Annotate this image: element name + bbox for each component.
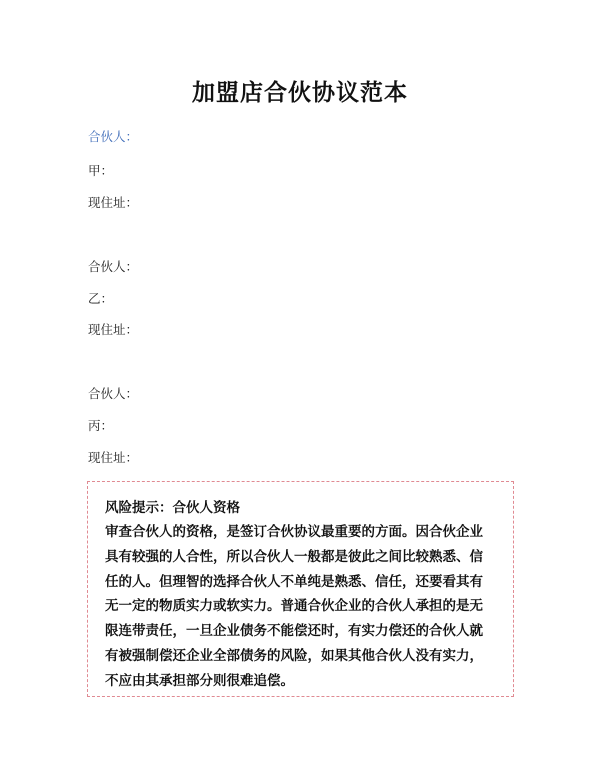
- risk-notice-box: [87, 481, 514, 697]
- party-2-party-label: 乙：: [88, 291, 114, 306]
- document-title: 加盟店合伙协议范本: [192, 80, 408, 106]
- risk-notice-line: 不应由其承担部分则很难追偿。: [105, 672, 294, 689]
- risk-notice-line: 审查合伙人的资格，是签订合伙协议最重要的方面。因合伙企业: [105, 524, 483, 540]
- party-2-address-label: 现住址：: [88, 322, 139, 337]
- risk-notice-heading: 风险提示：合伙人资格: [105, 500, 240, 516]
- party-3-party-label: 丙：: [88, 418, 114, 433]
- party-1-address-label: 现住址：: [88, 195, 139, 210]
- party-1-partner-label: 合伙人：: [88, 129, 139, 144]
- risk-notice-line: 限连带责任，一旦企业债务不能偿还时，有实力偿还的合伙人就: [105, 623, 483, 640]
- party-3-partner-label: 合伙人：: [88, 386, 139, 401]
- risk-notice-line: 具有较强的人合性，所以合伙人一般都是彼此之间比较熟悉、信: [105, 548, 483, 565]
- party-3-address-label: 现住址：: [88, 450, 139, 465]
- party-1-party-label: 甲：: [88, 163, 114, 178]
- risk-notice-line: 无一定的物质实力或软实力。普通合伙企业的合伙人承担的是无: [105, 598, 483, 615]
- risk-notice-line: 任的人。但理智的选择合伙人不单纯是熟悉、信任，还要看其有: [105, 573, 483, 590]
- party-2-partner-label: 合伙人：: [88, 259, 139, 274]
- risk-notice-line: 有被强制偿还企业全部债务的风险，如果其他合伙人没有实力，: [105, 647, 483, 664]
